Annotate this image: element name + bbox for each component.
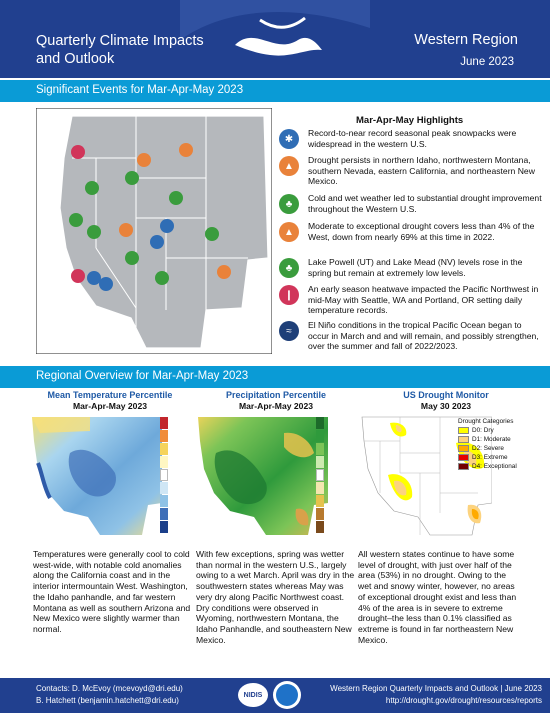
drought-legend-d1: D1: Moderate <box>472 436 511 443</box>
map-heat-marker <box>71 145 85 159</box>
highlight-item <box>279 221 545 242</box>
highlight-text: Drought persists in northern Idaho, northwestern Montana, southern Nevada, eastern California, and northeastern New Mexico. <box>308 155 535 187</box>
map-drought-marker <box>119 223 133 237</box>
precipitation-summary: With few exceptions, spring was wetter than normal in the western U.S., largely owing to a wet March. April was dry in the southwestern states whereas May was very dry along Pacific Northwest coast. Dry conditions were observed in Wyoming, northwestern Montana, the Idaho Panhandle, and southeastern New Mexico. <box>196 549 355 645</box>
temperature-summary: Temperatures were generally cool to cold west-wide, with notable cold anomalies along the California coast and in the interior intermountain West. Washington, the Idaho panhandle, and far western Montana as well as southern Arizona and New Mexico were slightly warmer than normal. <box>33 549 191 634</box>
snowflake-icon: ✱ <box>279 129 299 149</box>
highlight-text: Moderate to exceptional drought covers less than 4% of the West, down from nearly 69% at this time in 2022. <box>308 221 535 242</box>
map-snow-marker <box>150 235 164 249</box>
wave-icon: ≈ <box>279 321 299 341</box>
map-plant-marker <box>125 251 139 265</box>
map-plant-marker <box>85 181 99 195</box>
report-date: June 2023 <box>460 56 514 68</box>
regional-overview-band <box>0 366 550 388</box>
map-drought-marker <box>137 153 151 167</box>
significant-events-heading: Significant Events for Mar-Apr-May 2023 <box>36 84 244 96</box>
report-title: Quarterly Climate Impacts and Outlook <box>36 33 204 67</box>
highlight-text: El Niño conditions in the tropical Pacific Ocean began to occur in March and and will remain, and possibly strengthen, over the summer and fall of 2022/2023. <box>308 320 539 352</box>
highlight-text: Cold and wet weather led to substantial drought improvement throughout the Western U.S. <box>308 193 542 214</box>
highlight-text: Lake Powell (UT) and Lake Mead (NV) levels rose in the spring but remain at extremely low levels. <box>308 257 523 278</box>
highlight-item <box>279 193 545 214</box>
temperature-subtitle: Mar-Apr-May 2023 <box>72 401 148 411</box>
map-snow-marker <box>87 271 101 285</box>
nidis-logo: NIDIS <box>238 683 268 707</box>
temperature-legend <box>160 416 188 533</box>
highlight-text: Record-to-near record seasonal peak snowpacks were widespread in the western U.S. <box>308 128 517 149</box>
map-plant-marker <box>69 213 83 227</box>
map-snow-marker <box>99 277 113 291</box>
temperature-percentile-map <box>30 413 162 539</box>
precipitation-subtitle: Mar-Apr-May 2023 <box>238 401 314 411</box>
map-plant-marker <box>169 191 183 205</box>
drought-legend <box>458 418 544 471</box>
thermometer-icon: ❙ <box>279 285 299 305</box>
highlight-item <box>279 155 545 187</box>
significant-events-map <box>36 108 272 354</box>
contacts <box>36 683 183 706</box>
highlight-item <box>279 128 545 149</box>
drought-monitor-title: US Drought Monitor <box>403 390 489 400</box>
report-url[interactable]: http://drought.gov/drought/resources/reports <box>385 695 542 705</box>
precipitation-title: Precipitation Percentile <box>225 390 327 400</box>
regional-overview-heading: Regional Overview for Mar-Apr-May 2023 <box>36 370 249 382</box>
page-footer <box>0 678 550 713</box>
drought-legend-d3: D3: Extreme <box>472 454 508 461</box>
drought-icon: ▲ <box>279 156 299 176</box>
precipitation-legend <box>316 416 344 533</box>
page-header <box>0 0 550 78</box>
map-drought-marker <box>217 265 231 279</box>
plant-icon: ♣ <box>279 258 299 278</box>
contact-1: Contacts: D. McEvoy (mcevoyd@dri.edu) <box>36 684 183 693</box>
precipitation-percentile-map <box>196 413 328 539</box>
highlight-item <box>279 284 545 316</box>
map-plant-marker <box>87 225 101 239</box>
drought-monitor-subtitle: May 30 2023 <box>420 401 472 411</box>
drought-legend-title: Drought Categories <box>458 418 514 425</box>
region-label: Western Region <box>414 32 518 48</box>
drought-legend-d0: D0: Dry <box>472 427 494 434</box>
map-snow-marker <box>160 219 174 233</box>
highlight-text: An early season heatwave impacted the Pacific Northwest in mid-May with Seattle, WA and Portland, OR setting daily temperature records. <box>308 284 539 316</box>
significant-events-band <box>0 80 550 102</box>
plant-icon: ♣ <box>279 194 299 214</box>
noaa-logo <box>273 681 301 709</box>
publication-info <box>330 683 542 706</box>
drought-legend-d2: D2: Severe <box>472 445 504 452</box>
drought-summary: All western states continue to have some level of drought, with just over half of the area (53%) in no drought. Owing to the wet and snowy winter, however, no areas of exceptional drought exist and less than 4% of the area is in severe to extreme drought–the less than 0.1% classified as extreme is found in far northeastern New Mexico. <box>358 549 517 645</box>
map-drought-marker <box>179 143 193 157</box>
highlight-item <box>279 257 545 278</box>
map-plant-marker <box>205 227 219 241</box>
publication-line: Western Region Quarterly Impacts and Outlook | June 2023 <box>330 684 542 693</box>
contact-2: B. Hatchett (benjamin.hatchett@dri.edu) <box>36 695 179 705</box>
map-heat-marker <box>71 269 85 283</box>
highlights-title: Mar-Apr-May Highlights <box>356 115 464 126</box>
temperature-title: Mean Temperature Percentile <box>47 390 173 400</box>
drought-legend-d4: D4: Exceptional <box>472 463 517 470</box>
map-plant-marker <box>125 171 139 185</box>
highlight-item <box>279 320 545 352</box>
map-plant-marker <box>155 271 169 285</box>
drought-icon: ▲ <box>279 222 299 242</box>
